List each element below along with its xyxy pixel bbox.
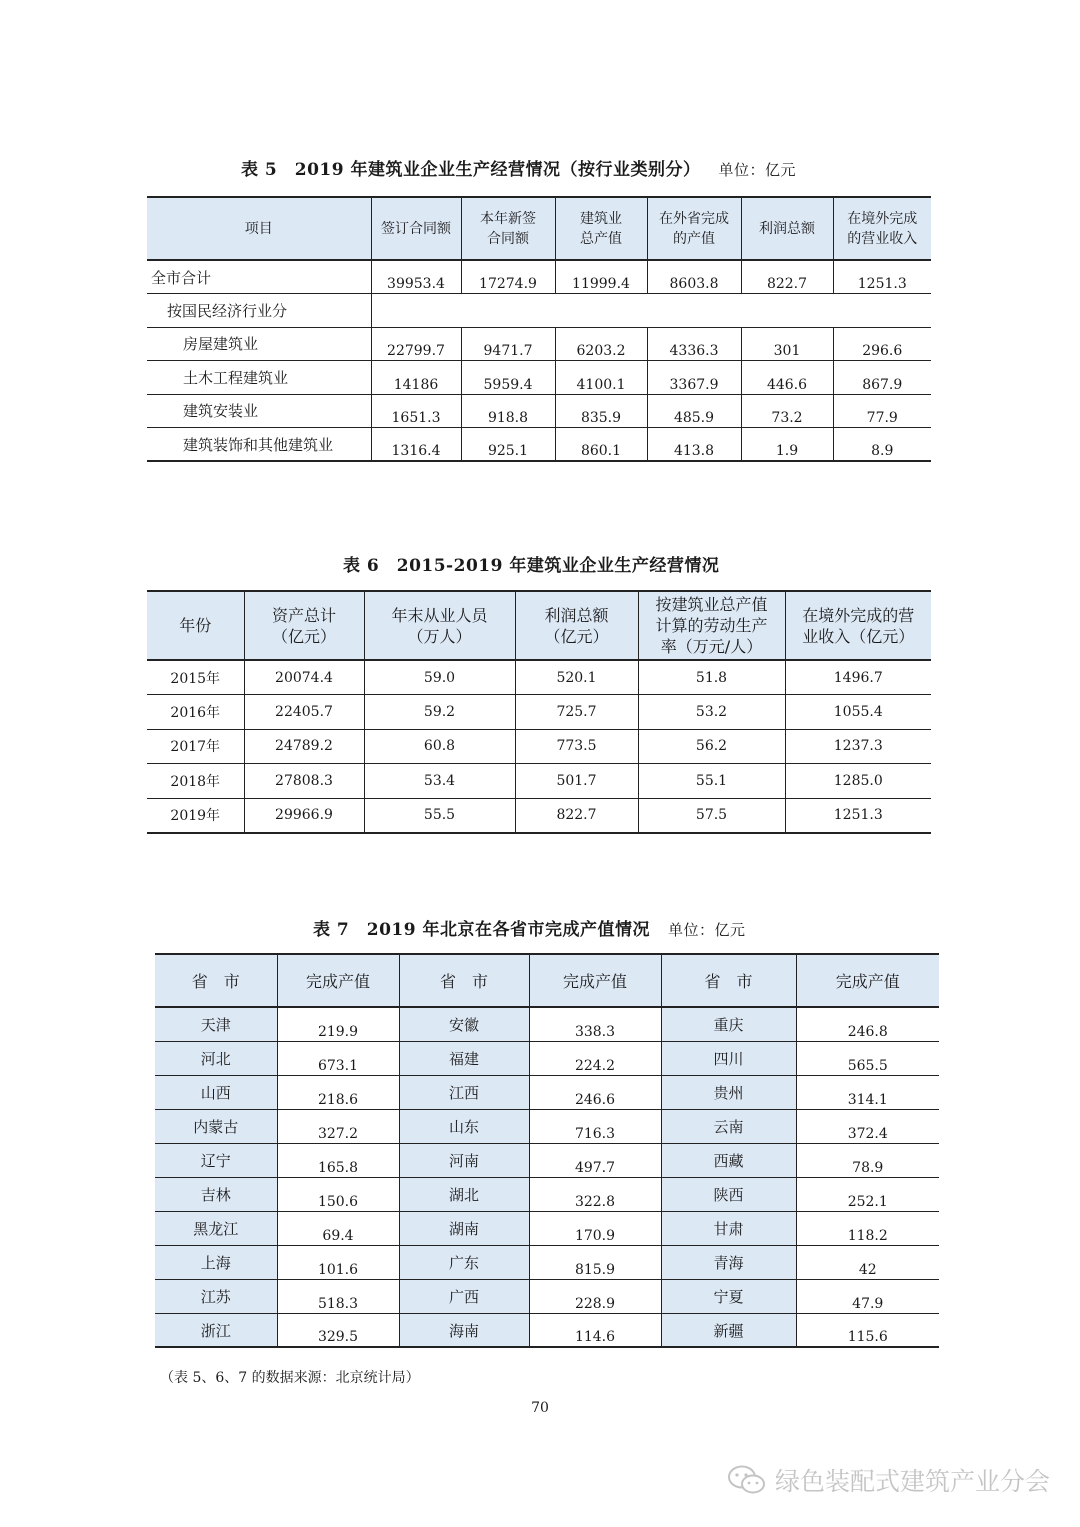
table5-column-header: 签订合同额 (371, 197, 461, 260)
table7-province-cell: 湖南 (399, 1211, 529, 1245)
table7-province-cell: 安徽 (399, 1007, 529, 1041)
table6-header-row (147, 591, 931, 660)
table7-value-cell: 218.6 (277, 1075, 399, 1109)
table7-column-header: 完成产值 (529, 954, 661, 1007)
table6-cell: 57.5 (638, 798, 785, 833)
table5-cell: 1316.4 (371, 428, 461, 462)
table7-value-cell: 78.9 (796, 1143, 939, 1177)
table7-row (155, 1279, 939, 1313)
table6-cell: 59.2 (364, 695, 515, 730)
table7-province-cell: 上海 (155, 1245, 277, 1279)
table6-cell: 822.7 (515, 798, 638, 833)
table5-cell: 925.1 (461, 428, 555, 462)
table6-cell: 53.4 (364, 764, 515, 799)
table6-cell: 725.7 (515, 695, 638, 730)
table7-value-cell: 329.5 (277, 1313, 399, 1347)
table5-cell: 4100.1 (555, 361, 647, 395)
table5-cell: 485.9 (647, 394, 741, 428)
table6-cell: 22405.7 (244, 695, 364, 730)
table6-cell: 55.5 (364, 798, 515, 833)
table7-value-cell: 322.8 (529, 1177, 661, 1211)
table7-caption (313, 915, 746, 940)
table7-province-cell: 河北 (155, 1041, 277, 1075)
table7 (155, 953, 939, 1348)
table6-row (147, 695, 931, 730)
table6-year-cell: 2015年 (147, 660, 244, 695)
table6-cell: 1055.4 (785, 695, 931, 730)
table7-row (155, 1109, 939, 1143)
table7-province-cell: 西藏 (661, 1143, 796, 1177)
table6-cell: 520.1 (515, 660, 638, 695)
table7-header-row (155, 954, 939, 1007)
table6-cell: 51.8 (638, 660, 785, 695)
table7-value-cell: 115.6 (796, 1313, 939, 1347)
table7-value-cell: 372.4 (796, 1109, 939, 1143)
table7-province-cell: 内蒙古 (155, 1109, 277, 1143)
table7-value-cell: 252.1 (796, 1177, 939, 1211)
table7-province-cell: 重庆 (661, 1007, 796, 1041)
table6-row (147, 798, 931, 833)
table7-province-cell: 陕西 (661, 1177, 796, 1211)
table5-caption (241, 155, 796, 180)
table5-cell: 296.6 (833, 327, 931, 361)
table7-province-cell: 福建 (399, 1041, 529, 1075)
table7-value-cell: 219.9 (277, 1007, 399, 1041)
table7-value-cell: 118.2 (796, 1211, 939, 1245)
table7-province-cell: 河南 (399, 1143, 529, 1177)
table5-cell: 1.9 (741, 428, 833, 462)
table5-cell: 5959.4 (461, 361, 555, 395)
table6-year-cell: 2018年 (147, 764, 244, 799)
table7-province-cell: 江西 (399, 1075, 529, 1109)
table5-cell: 413.8 (647, 428, 741, 462)
table6-column-header: 年末从业人员 （万人） (364, 591, 515, 660)
table6-cell: 27808.3 (244, 764, 364, 799)
table5-cell: 822.7 (741, 260, 833, 294)
table5-row-label: 土木工程建筑业 (147, 361, 371, 395)
table7-value-cell: 42 (796, 1245, 939, 1279)
table7-province-cell: 黑龙江 (155, 1211, 277, 1245)
table6-cell: 55.1 (638, 764, 785, 799)
table6-cell: 20074.4 (244, 660, 364, 695)
table7-unit: 单位：亿元 (667, 921, 746, 939)
table7-value-cell: 69.4 (277, 1211, 399, 1245)
table7-province-cell: 宁夏 (661, 1279, 796, 1313)
table7-province-cell: 云南 (661, 1109, 796, 1143)
table6-cell: 60.8 (364, 729, 515, 764)
table6 (147, 590, 931, 834)
table6-column-header: 按建筑业总产值 计算的劳动生产 率（万元/人） (638, 591, 785, 660)
table5-column-header: 在境外完成 的营业收入 (833, 197, 931, 260)
table5-cell: 8603.8 (647, 260, 741, 294)
table5-row-label: 全市合计 (147, 260, 371, 294)
table7-province-cell: 贵州 (661, 1075, 796, 1109)
table5-unit: 单位：亿元 (718, 161, 796, 179)
table6-year-cell: 2017年 (147, 729, 244, 764)
table5-row-label: 建筑安装业 (147, 394, 371, 428)
table7-row (155, 1041, 939, 1075)
table7-value-cell: 246.6 (529, 1075, 661, 1109)
table6-row (147, 764, 931, 799)
table7-value-cell: 518.3 (277, 1279, 399, 1313)
table5-cell: 301 (741, 327, 833, 361)
table5-column-header: 利润总额 (741, 197, 833, 260)
table7-value-cell: 314.1 (796, 1075, 939, 1109)
table7-title: 表 7 2019 年北京在各省市完成产值情况 (313, 920, 650, 940)
table7-province-cell: 浙江 (155, 1313, 277, 1347)
table7-province-cell: 天津 (155, 1007, 277, 1041)
table7-province-cell: 广东 (399, 1245, 529, 1279)
table6-column-header: 年份 (147, 591, 244, 660)
table6-cell: 1496.7 (785, 660, 931, 695)
table7-province-cell: 吉林 (155, 1177, 277, 1211)
table7-value-cell: 673.1 (277, 1041, 399, 1075)
table7-province-cell: 湖北 (399, 1177, 529, 1211)
table7-value-cell: 565.5 (796, 1041, 939, 1075)
table5-row-label: 房屋建筑业 (147, 327, 371, 361)
table6-body (147, 660, 931, 833)
table7-province-cell: 广西 (399, 1279, 529, 1313)
table7-column-header: 省 市 (661, 954, 796, 1007)
table7-value-cell: 150.6 (277, 1177, 399, 1211)
table6-row (147, 660, 931, 695)
table7-column-header: 完成产值 (796, 954, 939, 1007)
table5-cell: 4336.3 (647, 327, 741, 361)
table6-cell: 29966.9 (244, 798, 364, 833)
table5-cell: 446.6 (741, 361, 833, 395)
table5-title: 表 5 2019 年建筑业企业生产经营情况（按行业类别分） (241, 160, 701, 180)
table5-row-label: 建筑装饰和其他建筑业 (147, 428, 371, 462)
table7-row (155, 1245, 939, 1279)
table7-column-header: 省 市 (399, 954, 529, 1007)
table6-cell: 1285.0 (785, 764, 931, 799)
page-number: 70 (531, 1400, 549, 1416)
table7-province-cell: 新疆 (661, 1313, 796, 1347)
table5-cell: 867.9 (833, 361, 931, 395)
table5-cell: 835.9 (555, 394, 647, 428)
table6-cell: 56.2 (638, 729, 785, 764)
table7-column-header: 省 市 (155, 954, 277, 1007)
table5-cell: 77.9 (833, 394, 931, 428)
table6-caption (343, 551, 719, 576)
table7-value-cell: 165.8 (277, 1143, 399, 1177)
table6-cell: 1237.3 (785, 729, 931, 764)
table5-body (147, 260, 931, 461)
table5-cell: 22799.7 (371, 327, 461, 361)
table6-column-header: 在境外完成的营 业收入（亿元） (785, 591, 931, 660)
table7-row (155, 1211, 939, 1245)
table7-row (155, 1143, 939, 1177)
table5 (147, 196, 931, 462)
wechat-icon (727, 1464, 767, 1496)
table5-cell: 73.2 (741, 394, 833, 428)
table7-value-cell: 224.2 (529, 1041, 661, 1075)
table7-value-cell: 47.9 (796, 1279, 939, 1313)
table7-row (155, 1075, 939, 1109)
table7-value-cell: 170.9 (529, 1211, 661, 1245)
table7-value-cell: 716.3 (529, 1109, 661, 1143)
table6-column-header: 利润总额 （亿元） (515, 591, 638, 660)
table5-row (147, 361, 931, 395)
table7-province-cell: 青海 (661, 1245, 796, 1279)
table6-row (147, 729, 931, 764)
table7-row (155, 1313, 939, 1347)
table5-column-header: 本年新签 合同额 (461, 197, 555, 260)
table5-group-label: 按国民经济行业分 (147, 294, 371, 328)
table6-column-header: 资产总计 （亿元） (244, 591, 364, 660)
table6-year-cell: 2019年 (147, 798, 244, 833)
table5-header-row (147, 197, 931, 260)
table5-cell: 3367.9 (647, 361, 741, 395)
table7-value-cell: 338.3 (529, 1007, 661, 1041)
table7-province-cell: 辽宁 (155, 1143, 277, 1177)
table6-cell: 773.5 (515, 729, 638, 764)
table7-value-cell: 246.8 (796, 1007, 939, 1041)
table5-cell: 1251.3 (833, 260, 931, 294)
source-note: （表 5、6、7 的数据来源：北京统计局） (160, 1370, 420, 1386)
table7-province-cell: 山东 (399, 1109, 529, 1143)
watermark (727, 1462, 1050, 1498)
table6-year-cell: 2016年 (147, 695, 244, 730)
table5-cell: 9471.7 (461, 327, 555, 361)
table5-column-header: 项目 (147, 197, 371, 260)
table5-group-empty (371, 294, 931, 328)
table5-row (147, 428, 931, 462)
table6-title: 表 6 2015-2019 年建筑业企业生产经营情况 (343, 556, 720, 576)
table6-cell: 1251.3 (785, 798, 931, 833)
table5-group-row (147, 294, 931, 328)
table5-cell: 860.1 (555, 428, 647, 462)
table6-cell: 24789.2 (244, 729, 364, 764)
table5-cell: 39953.4 (371, 260, 461, 294)
table6-cell: 53.2 (638, 695, 785, 730)
table7-province-cell: 山西 (155, 1075, 277, 1109)
table5-cell: 8.9 (833, 428, 931, 462)
table6-cell: 59.0 (364, 660, 515, 695)
table5-cell: 918.8 (461, 394, 555, 428)
table7-value-cell: 497.7 (529, 1143, 661, 1177)
table5-cell: 6203.2 (555, 327, 647, 361)
table7-row (155, 1007, 939, 1041)
table7-province-cell: 甘肃 (661, 1211, 796, 1245)
table5-cell: 1651.3 (371, 394, 461, 428)
table7-value-cell: 327.2 (277, 1109, 399, 1143)
table5-cell: 17274.9 (461, 260, 555, 294)
table5-total-row (147, 260, 931, 294)
table7-value-cell: 815.9 (529, 1245, 661, 1279)
table5-column-header: 建筑业 总产值 (555, 197, 647, 260)
table7-value-cell: 101.6 (277, 1245, 399, 1279)
table7-body (155, 1007, 939, 1347)
table7-province-cell: 江苏 (155, 1279, 277, 1313)
table5-row (147, 394, 931, 428)
table6-cell: 501.7 (515, 764, 638, 799)
table7-column-header: 完成产值 (277, 954, 399, 1007)
table7-value-cell: 114.6 (529, 1313, 661, 1347)
table7-value-cell: 228.9 (529, 1279, 661, 1313)
table5-column-header: 在外省完成 的产值 (647, 197, 741, 260)
table7-row (155, 1177, 939, 1211)
table5-cell: 14186 (371, 361, 461, 395)
table7-province-cell: 四川 (661, 1041, 796, 1075)
watermark-text: 绿色装配式建筑产业分会 (774, 1467, 1050, 1496)
table5-cell: 11999.4 (555, 260, 647, 294)
table7-province-cell: 海南 (399, 1313, 529, 1347)
table5-row (147, 327, 931, 361)
